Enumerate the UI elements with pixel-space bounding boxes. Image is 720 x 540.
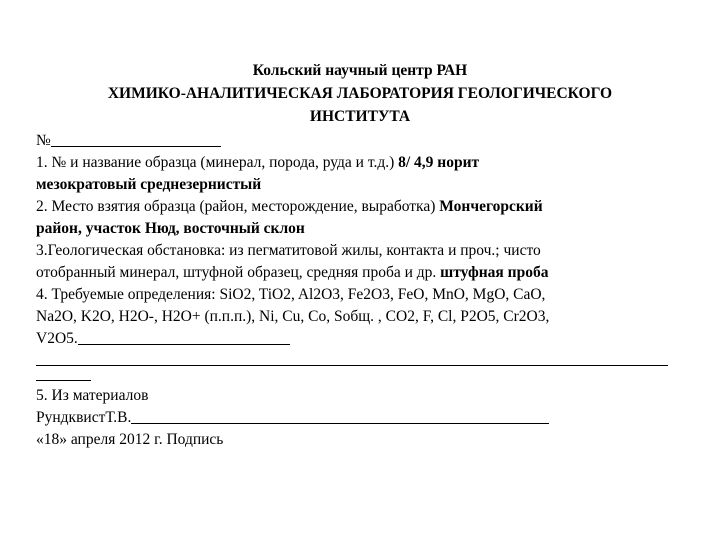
item5-name-line <box>36 407 686 429</box>
separator-rule-short <box>36 366 91 381</box>
item4-last: V2O5. <box>36 330 78 347</box>
item3-label-continued: отобранный минерал, штуфной образец, средняя проба и др. <box>36 264 441 281</box>
item4-line2: Na2O, K2O, H2O-, H2O+ (п.п.п.), Ni, Cu, Co, Sобщ. , CO2, F, Cl, P2O5, Cr2O3, <box>36 308 550 325</box>
date-signature-line: «18» апреля 2012 г. Подпись <box>36 431 224 448</box>
item1-value: 8/ 4,9 норит <box>398 154 480 171</box>
item3-value: штуфная проба <box>440 264 549 281</box>
institution-name: Кольский научный центр РАН <box>252 62 468 79</box>
form-body <box>36 130 686 451</box>
item3-line1: 3.Геологическая обстановка: из пегматитовой жилы, контакта и проч.; чисто <box>36 242 541 259</box>
item1-value-continued: мезократовый среднезернистый <box>36 176 262 193</box>
item1-label: 1. № и название образца (минерал, порода, руда и т.д.) <box>36 154 399 171</box>
item2-line1 <box>36 196 686 218</box>
item2-value: Мончегорский <box>439 198 543 215</box>
item2-label: 2. Место взятия образца (район, месторождение, выработка) <box>36 198 440 215</box>
item4-blank <box>78 329 290 345</box>
item4-line1: 4. Требуемые определения: SiO2, TiO2, Al2O3, Fe2O3, FeO, MnO, MgO, CaO, <box>36 286 546 303</box>
item5-name: РундквистТ.В. <box>36 409 132 426</box>
laboratory-title: ХИМИКО-АНАЛИТИЧЕСКАЯ ЛАБОРАТОРИЯ ГЕОЛОГИЧЕСКОГО <box>107 85 613 102</box>
item2-value-continued: район, участок Нюд, восточный склон <box>36 220 305 237</box>
item3-line2 <box>36 262 686 284</box>
item4-line3 <box>36 328 686 350</box>
number-label: № <box>36 132 51 149</box>
laboratory-title-continued: ИНСТИТУТА <box>309 108 411 125</box>
signature-blank <box>131 408 549 424</box>
item5-label: 5. Из материалов <box>36 387 149 404</box>
number-line <box>36 130 686 152</box>
item1-line1 <box>36 152 686 174</box>
number-blank <box>51 131 221 147</box>
separator-rule <box>36 350 668 366</box>
